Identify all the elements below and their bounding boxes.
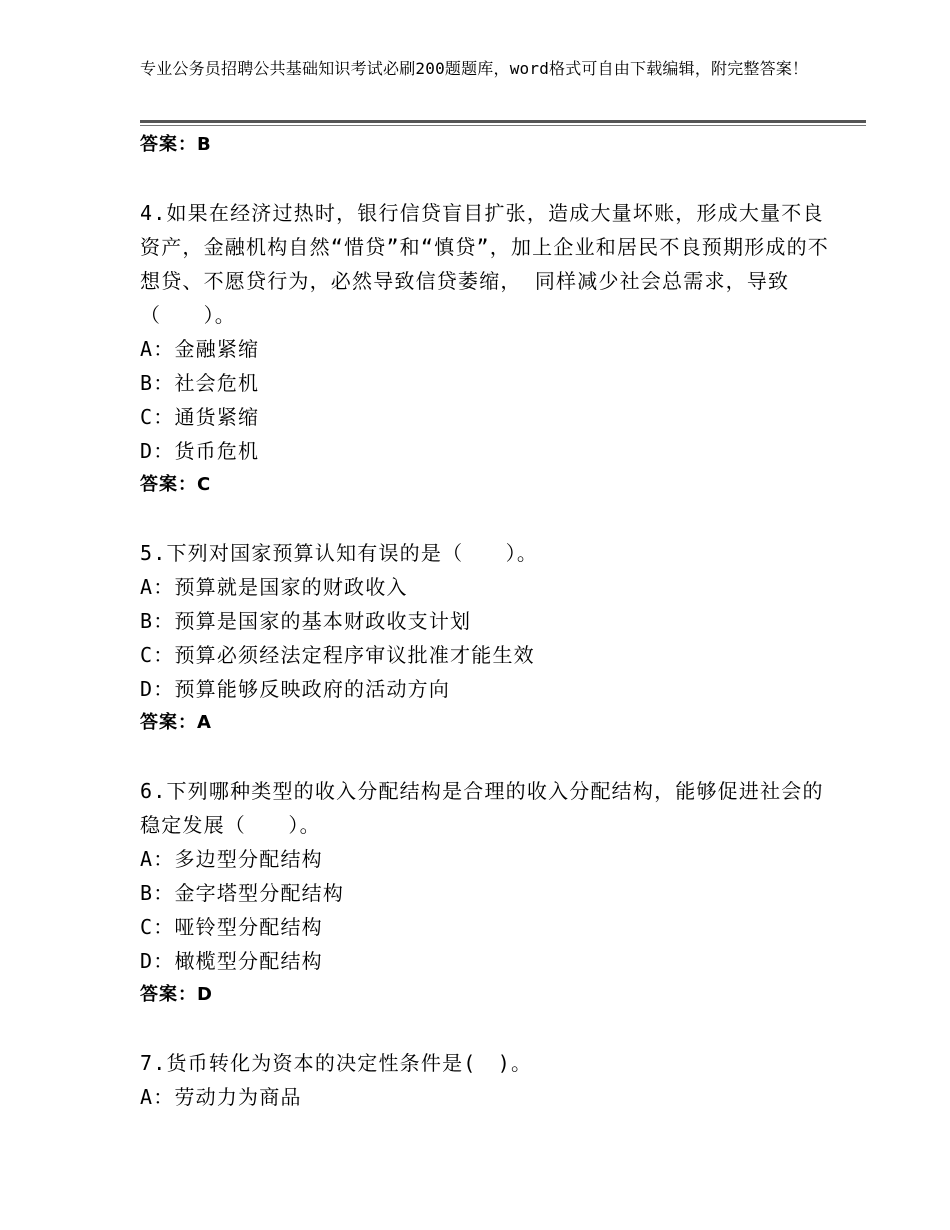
answer-option: A：劳动力为商品 <box>140 1085 302 1109</box>
question-stem: 6.下列哪种类型的收入分配结构是合理的收入分配结构，能够促进社会的稳定发展（ ）。 <box>140 779 824 837</box>
answer-option: B：预算是国家的基本财政收支计划 <box>140 609 472 633</box>
question-stem: 5.下列对国家预算认知有误的是（ ）。 <box>140 541 539 565</box>
header-rule-thin <box>140 125 866 126</box>
answer-option: D：预算能够反映政府的活动方向 <box>140 677 451 701</box>
spacer <box>140 740 840 774</box>
answer-option: C：通货紧缩 <box>140 405 260 429</box>
header-rule-thick <box>140 120 866 123</box>
answer-option: A：金融紧缩 <box>140 337 260 361</box>
page-header: 专业公务员招聘公共基础知识考试必刷200题题库，word格式可自由下载编辑，附完整答案！ <box>140 59 809 78</box>
answer-line: 答案：D <box>140 984 213 1005</box>
answer-option: C：预算必须经法定程序审议批准才能生效 <box>140 643 535 667</box>
answer-option: C：哑铃型分配结构 <box>140 915 323 939</box>
answer-option: D：货币危机 <box>140 439 260 463</box>
question-stem: 7.货币转化为资本的决定性条件是( )。 <box>140 1051 533 1075</box>
answer-line: 答案：B <box>140 134 212 155</box>
spacer <box>140 162 840 196</box>
answer-line: 答案：A <box>140 712 212 733</box>
answer-option: A：预算就是国家的财政收入 <box>140 575 408 599</box>
question-stem: 4.如果在经济过热时，银行信贷盲目扩张，造成大量坏账，形成大量不良资产，金融机构自然“惜贷”和“慎贷”，加上企业和居民不良预期形成的不想贷、不愿贷行为，必然导致信贷萎缩， 同样减少社会总需求，导致（ ）。 <box>140 201 829 327</box>
spacer <box>140 502 840 536</box>
answer-option: B：社会危机 <box>140 371 260 395</box>
question-list <box>140 128 840 1114</box>
answer-line: 答案：C <box>140 474 212 495</box>
answer-option: B：金字塔型分配结构 <box>140 881 345 905</box>
answer-option: A：多边型分配结构 <box>140 847 323 871</box>
answer-option: D：橄榄型分配结构 <box>140 949 323 973</box>
spacer <box>140 1012 840 1046</box>
